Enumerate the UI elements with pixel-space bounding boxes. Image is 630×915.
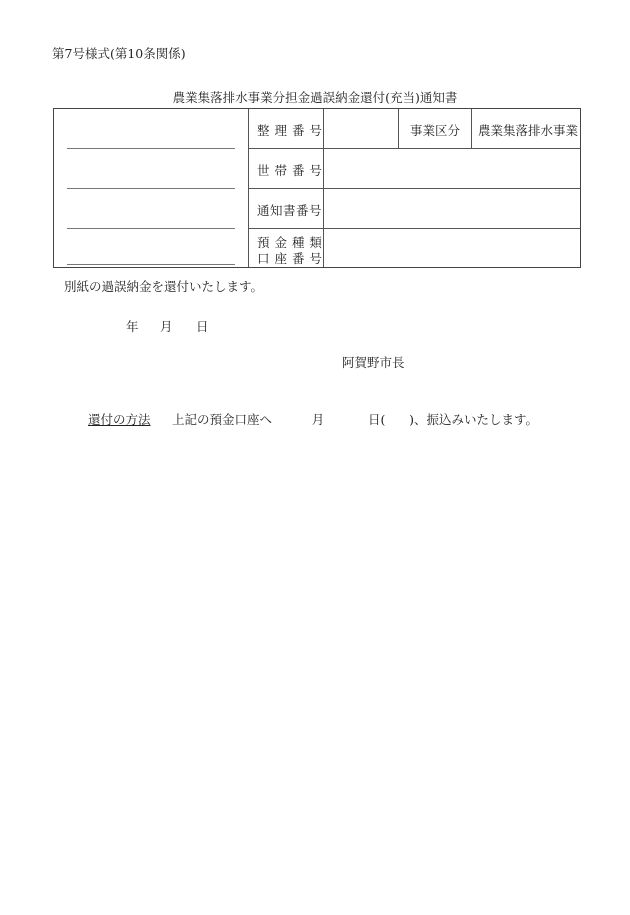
- row-divider-2: [248, 188, 580, 189]
- date-day: 日: [196, 319, 209, 334]
- row-divider-3: [248, 228, 580, 229]
- yokin-shurui-label: 預 金 種 類: [257, 235, 323, 250]
- tsuchisho-number-label: 通知書番号: [257, 203, 323, 218]
- form-number: 第7号様式(第10条関係): [52, 46, 186, 61]
- jigyou-kubun-label: 事業区分: [410, 123, 461, 138]
- mayor-name: 阿賀野市長: [342, 355, 405, 370]
- method-text: 上記の預金口座へ 月 日( )、振込みいたします。: [172, 412, 539, 427]
- method-label: 還付の方法: [88, 412, 151, 427]
- divider-kubun: [471, 109, 472, 149]
- info-table: [53, 108, 581, 268]
- date-month: 月: [160, 319, 173, 334]
- jigyou-kubun-value: 農業集落排水事業: [478, 123, 579, 138]
- address-line-4: [67, 264, 235, 265]
- kouza-number-label: 口 座 番 号: [257, 251, 323, 266]
- setai-number-label: 世 帯 番 号: [257, 163, 323, 178]
- document-title: 農業集落排水事業分担金過誤納金還付(充当)通知書: [172, 90, 458, 105]
- date-year: 年: [126, 319, 139, 334]
- seiri-number-label: 整 理 番 号: [257, 123, 323, 138]
- divider-number: [398, 109, 399, 149]
- address-line-3: [67, 228, 235, 229]
- row-divider-1: [248, 148, 580, 149]
- notice-text: 別紙の過誤納金を還付いたします。: [64, 279, 264, 294]
- address-line-1: [67, 148, 235, 149]
- address-line-2: [67, 188, 235, 189]
